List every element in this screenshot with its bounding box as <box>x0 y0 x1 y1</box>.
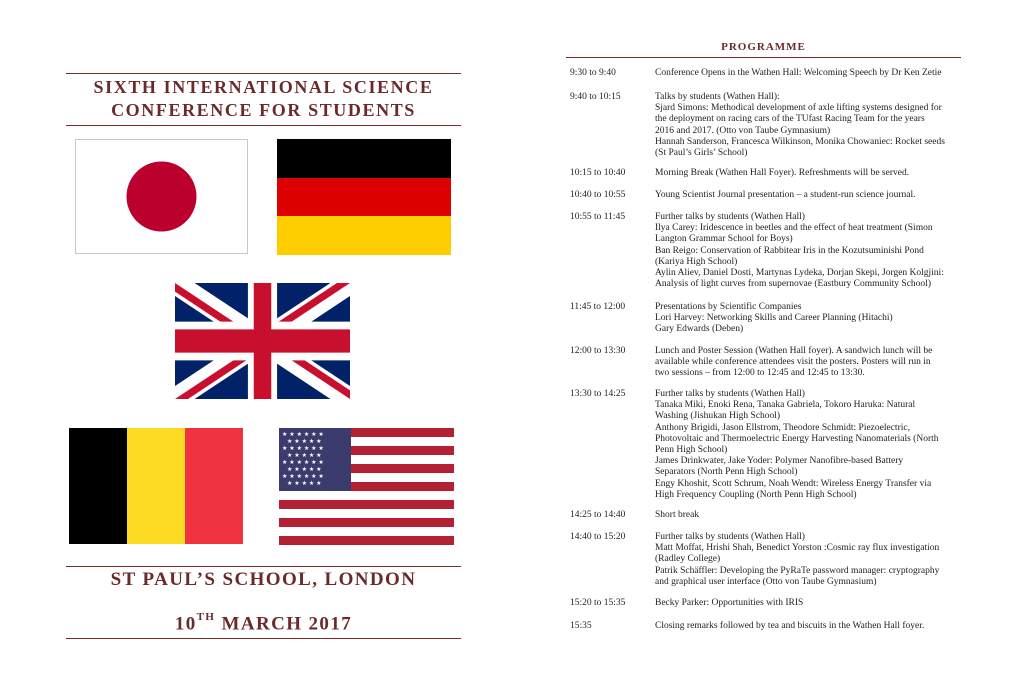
conference-date <box>66 613 461 635</box>
entry-line: Further talks by students (Wathen Hall) <box>655 389 805 399</box>
conference-title-line1: SIXTH INTERNATIONAL SCIENCE <box>93 77 434 97</box>
entry-line: Talks by students (Wathen Hall): <box>655 92 780 102</box>
entry-time: 9:30 to 9:40 <box>570 68 616 78</box>
entry-line: Young Scientist Journal presentation – a student-run science journal. <box>655 190 916 200</box>
entry-line: the deployment on racing cars of the TUfast Racing Team for the years <box>655 114 925 125</box>
entry-line: Aylin Aliev, Daniel Dosti, Martynas Lydeka, Dorjan Skepi, Jorgen Kolgjini: <box>655 268 944 279</box>
entry-line: Penn High School) <box>655 445 728 456</box>
entry-line: Morning Break (Wathen Hall Foyer). Refreshments will be served. <box>655 168 910 178</box>
entry-line: and graphical user interface (Otto von Taube Gymnasium) <box>655 576 877 587</box>
conference-title-line2: CONFERENCE FOR STUDENTS <box>111 100 416 120</box>
venue-text: ST PAUL’S SCHOOL, LONDON <box>110 569 417 590</box>
belgium-flag-icon <box>69 428 243 544</box>
entry-line: (Kariya High School) <box>655 256 738 267</box>
programme-heading-rule <box>566 57 961 58</box>
svg-text:★ ★ ★ ★ ★: ★ ★ ★ ★ ★ <box>287 466 322 473</box>
entry-description <box>655 212 960 290</box>
germany-flag-icon <box>277 139 451 255</box>
entry-line: Closing remarks followed by tea and biscuits in the Wathen Hall foyer. <box>655 621 925 631</box>
svg-text:★ ★ ★ ★ ★: ★ ★ ★ ★ ★ <box>287 480 322 487</box>
entry-time: 14:40 to 15:20 <box>570 532 626 542</box>
entry-line: Engy Khoshit, Scott Schrum, Noah Wendt: Wireless Energy Transfer via <box>655 478 932 489</box>
entry-line: Hannah Sanderson, Francesca Wilkinson, Monika Chowaniec: Rocket seeds <box>655 136 945 147</box>
entry-line: two sessions – from 12:00 to 12:45 and 12:45 to 13:30. <box>655 368 865 379</box>
entry-line: Further talks by students (Wathen Hall) <box>655 532 805 542</box>
svg-text:★ ★ ★ ★ ★ ★: ★ ★ ★ ★ ★ ★ <box>282 473 324 480</box>
entry-line: (St Paul’s Girls’ School) <box>655 148 748 159</box>
entry-line: Analysis of light curves from supernovae (Eastbury Community School) <box>655 279 931 290</box>
programme-heading: PROGRAMME <box>721 41 806 53</box>
entry-line: Further talks by students (Wathen Hall) <box>655 212 805 222</box>
entry-line: Photovoltaic and Thermoelectric Energy Harvesting Nanomaterials (North <box>655 433 939 444</box>
entry-time: 10:40 to 10:55 <box>570 190 626 200</box>
entry-description <box>655 190 960 201</box>
entry-description <box>655 621 960 632</box>
top-rule <box>66 73 461 74</box>
svg-text:★ ★ ★ ★ ★ ★: ★ ★ ★ ★ ★ ★ <box>282 459 324 466</box>
entry-line: Tanaka Miki, Enoki Rena, Tanaka Gabriela, Tokoro Haruka: Natural <box>655 400 916 411</box>
entry-line: available while conference attendees visit the posters. Posters will run in <box>655 357 931 368</box>
entry-time: 10:15 to 10:40 <box>570 168 626 178</box>
venue-top-rule <box>66 566 461 567</box>
entry-line: Conference Opens in the Wathen Hall: Welcoming Speech by Dr Ken Zetie <box>655 68 942 78</box>
date-suffix: TH <box>196 611 216 623</box>
date-rest: MARCH 2017 <box>215 613 353 635</box>
entry-time: 13:30 to 14:25 <box>570 389 626 399</box>
entry-time: 10:55 to 11:45 <box>570 212 626 222</box>
entry-description <box>655 346 960 380</box>
entry-line: Sjard Simons: Methodical development of axle lifting systems designed for <box>655 103 942 114</box>
entry-line: Lori Harvey: Networking Skills and Career Planning (Hitachi) <box>655 313 893 324</box>
svg-text:★ ★ ★ ★ ★: ★ ★ ★ ★ ★ <box>287 452 322 459</box>
entry-time: 15:20 to 15:35 <box>570 598 626 608</box>
japan-flag-icon <box>75 139 248 254</box>
entry-line: Separators (North Penn High School) <box>655 467 798 478</box>
entry-description <box>655 510 960 521</box>
entry-time: 14:25 to 14:40 <box>570 510 626 520</box>
entry-line: Ban Reigo: Conservation of Rabbitear Iris in the Kozutsuminishi Pond <box>655 245 924 256</box>
entry-description <box>655 302 960 336</box>
title-bottom-rule <box>66 125 461 126</box>
entry-description <box>655 389 960 501</box>
svg-text:★ ★ ★ ★ ★ ★: ★ ★ ★ ★ ★ ★ <box>282 431 324 438</box>
svg-text:★ ★ ★ ★ ★: ★ ★ ★ ★ ★ <box>287 438 322 445</box>
entry-time: 9:40 to 10:15 <box>570 92 621 102</box>
entry-line: Matt Moffat, Hrishi Shah, Benedict Yorston :Cosmic ray flux investigation <box>655 543 940 554</box>
entry-line: Becky Parker: Opportunities with IRIS <box>655 598 804 608</box>
entry-line: (Radley College) <box>655 554 721 565</box>
entry-description <box>655 532 960 588</box>
usa-flag-icon <box>279 428 454 545</box>
uk-flag-icon <box>175 283 350 399</box>
entry-description <box>655 168 960 179</box>
entry-line: Presentations by Scientific Companies <box>655 302 802 312</box>
entry-time: 12:00 to 13:30 <box>570 346 626 356</box>
entry-line: Ilya Carey: Iridescence in beetles and the effect of heat treatment (Simon <box>655 223 933 234</box>
entry-description <box>655 68 960 79</box>
entry-time: 11:45 to 12:00 <box>570 302 626 312</box>
entry-description <box>655 92 960 159</box>
svg-text:★ ★ ★ ★ ★ ★: ★ ★ ★ ★ ★ ★ <box>282 445 324 452</box>
entry-line: Washing (Jishukan High School) <box>655 411 781 422</box>
entry-time: 15:35 <box>570 621 592 631</box>
entry-line: Patrik Schäffler: Developing the PyRaTe password manager: cryptography <box>655 565 940 576</box>
date-day: 10 <box>174 613 197 635</box>
entry-line: Langton Grammar School for Boys) <box>655 234 793 245</box>
entry-line: James Drinkwater, Jake Yoder: Polymer Nanofibre-based Battery <box>655 456 904 467</box>
entry-line: High Frequency Coupling (North Penn High School) <box>655 489 857 500</box>
entry-line: Short break <box>655 510 700 520</box>
entry-line: 2016 and 2017. (Otto von Taube Gymnasium) <box>655 125 831 136</box>
date-bottom-rule <box>66 638 461 639</box>
entry-description <box>655 598 960 609</box>
entry-line: Gary Edwards (Deben) <box>655 324 744 335</box>
entry-line: Lunch and Poster Session (Wathen Hall foyer). A sandwich lunch will be <box>655 346 933 356</box>
entry-line: Anthony Brigidi, Jason Ellstrom, Theodore Schmidt: Piezoelectric, <box>655 422 910 433</box>
